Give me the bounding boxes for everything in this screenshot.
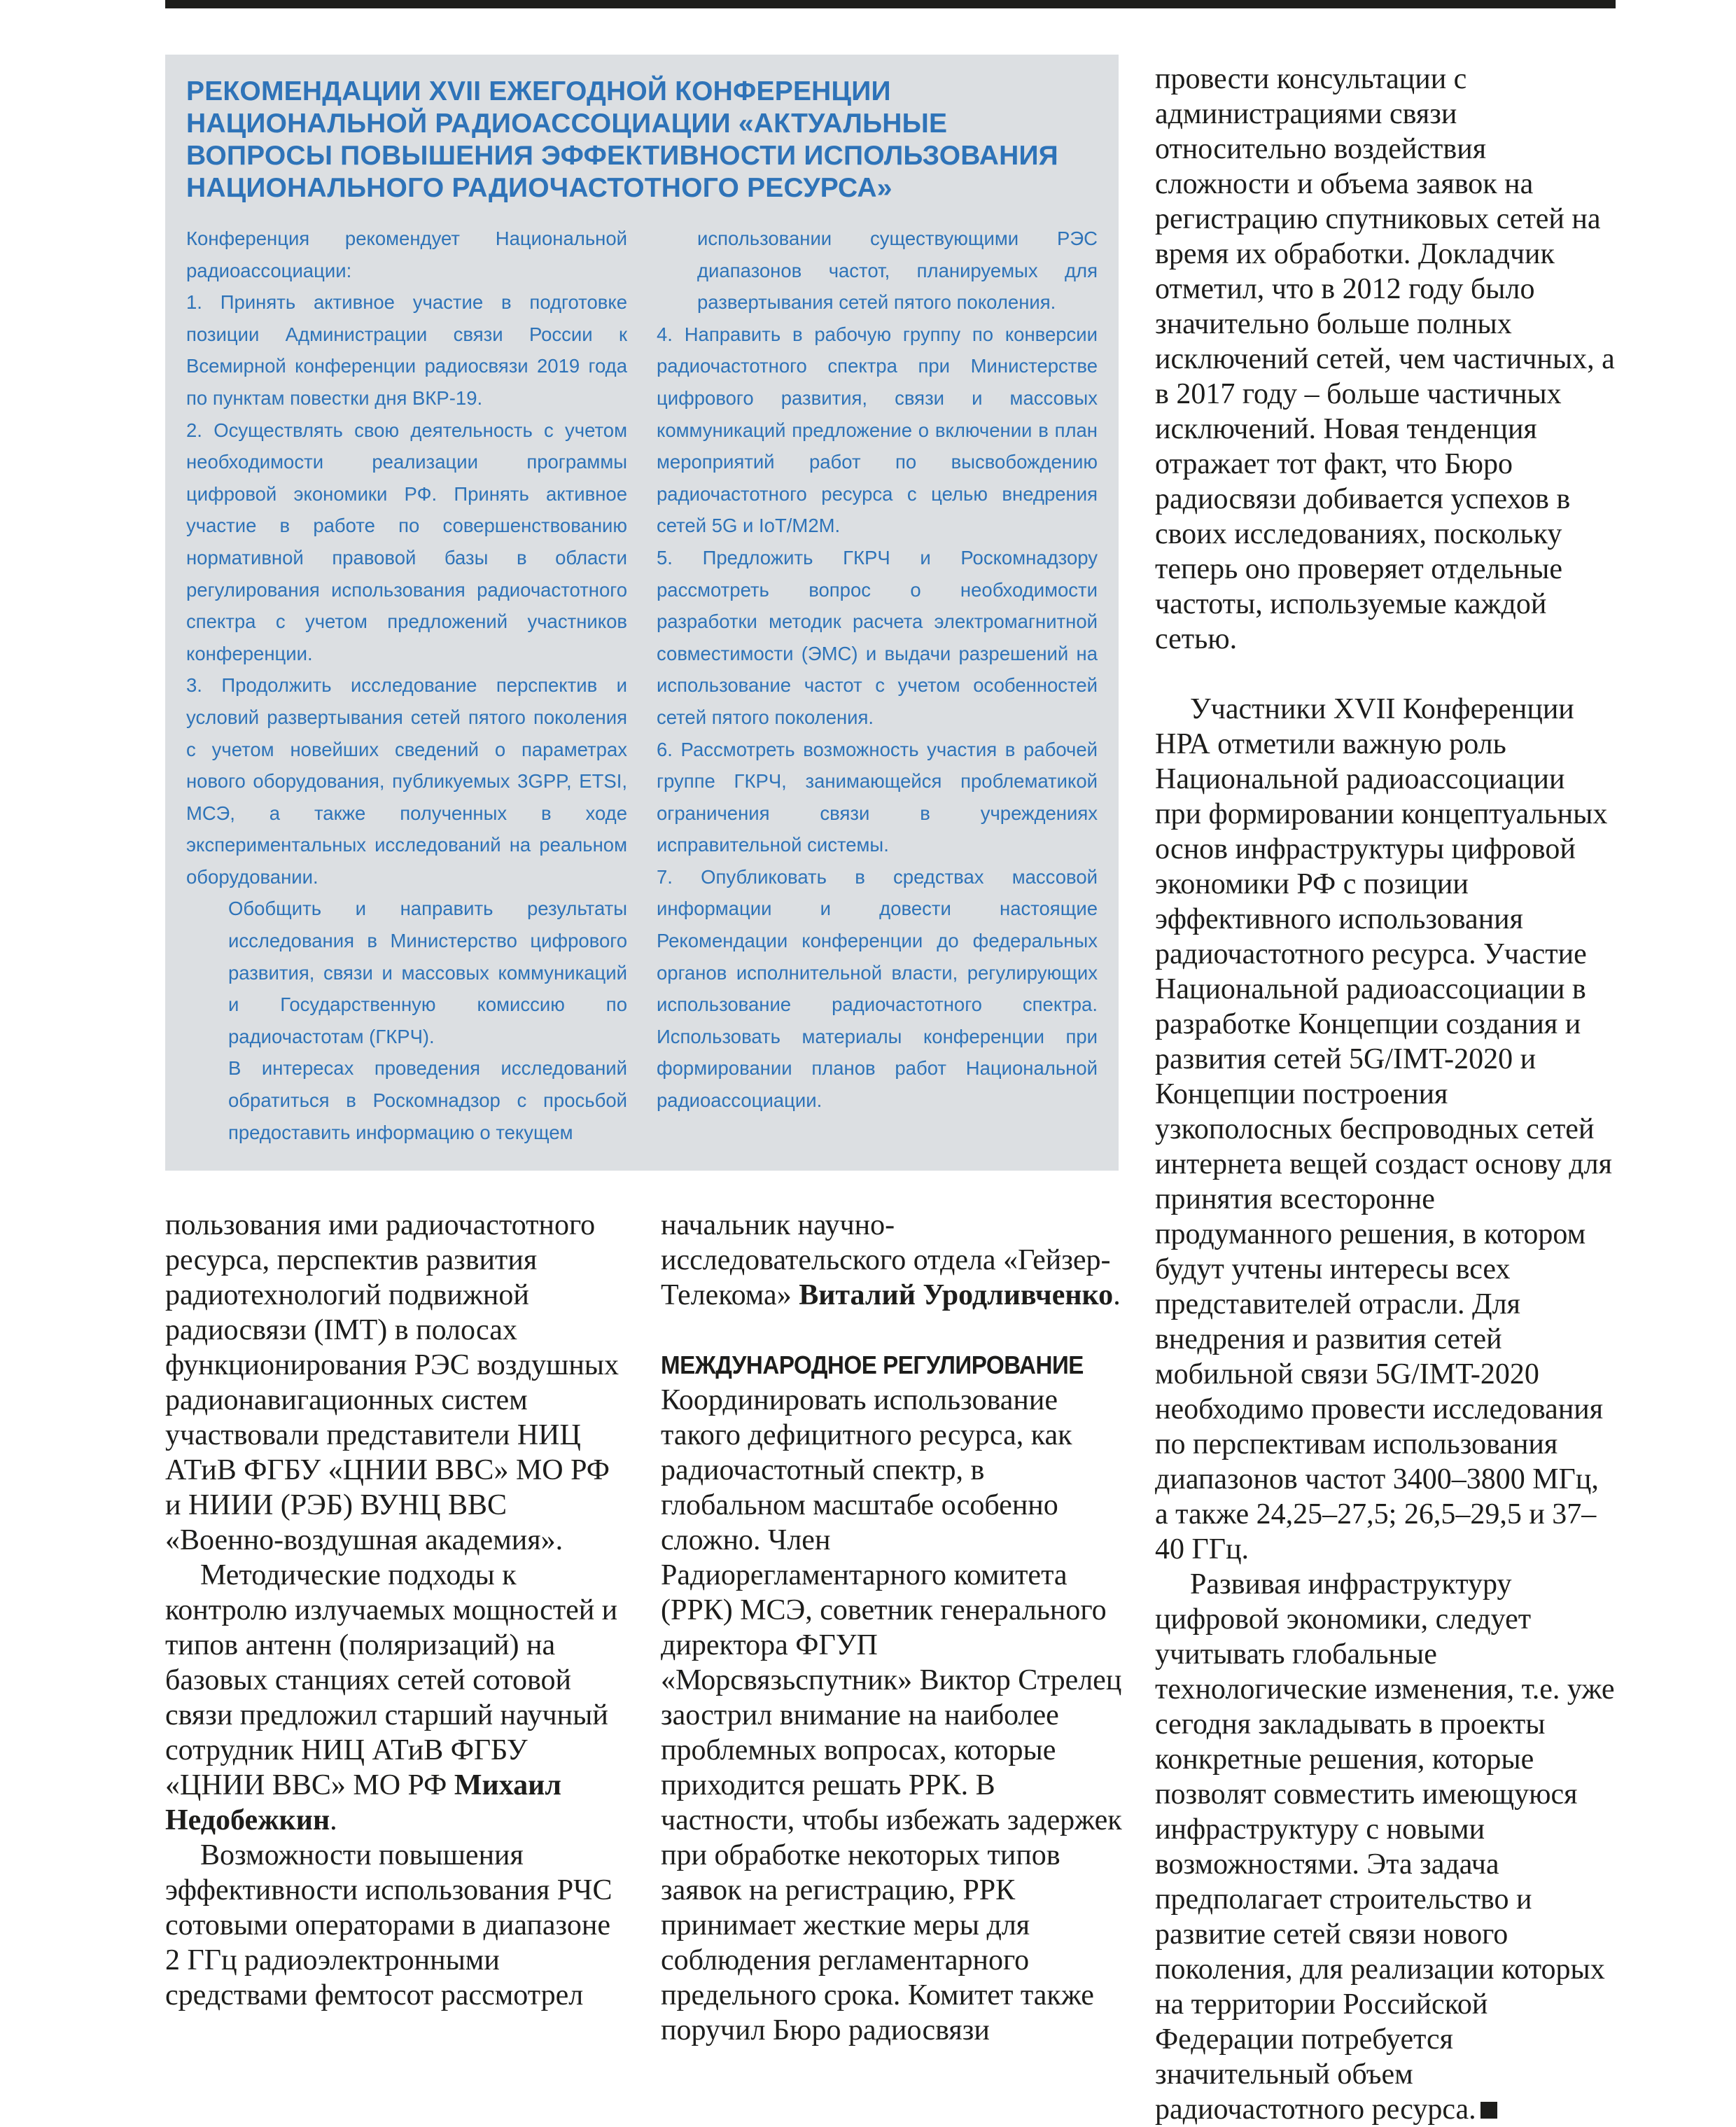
col1-paragraph-2-end: . [330,1804,337,1836]
top-rule [165,0,1616,8]
body-column-1 [165,1208,627,2048]
recommendations-column-right [657,223,1098,1161]
col3-paragraph-3 [1155,1567,1617,2127]
body-column-3 [1155,62,1617,2126]
speaker-name-nedobezhkin: Михаил Недобежкин [165,1769,561,1836]
recommendation-item-1: 1. Принять активное участие в подготовке позиции Администрации связи России к Всемирной конференции радиосвязи 2019 года по пунктам повестки дня ВКР-19. [186,291,627,409]
speaker-name-urodlivchenko: Виталий Уродливченко [799,1279,1114,1311]
recommendation-item-3-sub-1: Обобщить и направить результаты исследования в Министерство цифрового развития, связи и массовых коммуникаций и Государственную комиссию по радиочастотам (ГКРЧ). [228,898,627,1047]
recommendation-item-3: 3. Продолжить исследование перспектив и условий развертывания сетей пятого поколения с учетом новейших сведений о параметрах нового оборудования, публикуемых 3GPP, ETSI, МСЭ, а также полученных в ходе экспериментальных исследований на реальном оборудовании. [186,674,627,888]
col1-paragraph-2 [165,1558,627,1838]
col1-paragraph-2-text: Методические подходы к контролю излучаемых мощностей и типов антенн (поляризаций) на базовых станциях сетей сотовой связи предложил старший научный сотрудник НИЦ АТиВ ФГБУ «ЦНИИ ВВС» МО РФ [165,1559,618,1801]
spacer [1155,657,1617,692]
recommendation-item-6: 6. Рассмотреть возможность участия в рабочей группе ГКРЧ, занимающейся проблематикой ограничения связи в учреждениях исправительной системы. [657,738,1098,856]
recommendations-intro: Конференция рекомендует Национальной радиоассоциации: [186,228,627,281]
recommendations-column-left [186,223,627,1161]
col2-paragraph-1-end: . [1113,1279,1121,1311]
col3-paragraph-1: провести консультации с администрациями связи относительно воздействия сложности и объема заявок на регистрацию спутниковых сетей на время их обработки. Докладчик отметил, что в 2012 году было значительно больше полных исключений сетей, чем частичных, а в 2017 году – больше частичных исключений. Новая тенденция отражает тот факт, что Бюро радиосвязи добивается успехов в своих исследованиях, поскольку теперь оно проверяет отдельные частоты, используемые каждой сетью. [1155,63,1615,655]
section-heading-international-regulation: МЕЖДУНАРОДНОЕ РЕГУЛИРОВАНИЕ [661,1351,1084,1379]
end-of-article-mark [1480,2102,1497,2119]
recommendation-item-3-sub-2: В интересах проведения исследований обратиться в Роскомнадзор с просьбой предоставить информацию о текущем [228,1057,627,1143]
body-column-2 [661,1208,1123,2048]
recommendations-title: РЕКОМЕНДАЦИИ XVII ЕЖЕГОДНОЙ КОНФЕРЕНЦИИ НАЦИОНАЛЬНОЙ РАДИОАССОЦИАЦИИ «АКТУАЛЬНЫЕ ВОПРОСЫ ПОВЫШЕНИЯ ЭФФЕКТИВНОСТИ ИСПОЛЬЗОВАНИЯ НАЦИОНАЛЬНОГО РАДИОЧАСТОТНОГО РЕСУРСА» [186,76,1058,203]
col1-paragraph-1: пользования ими радиочастотного ресурса, перспектив развития радиотехнологий подвижной радиосвязи (IMT) в полосах функционирования РЭС воздушных радионавигационных систем участвовали представители НИЦ АТиВ ФГБУ «ЦНИИ ВВС» МО РФ и НИИИ (РЭБ) ВУНЦ ВВС «Военно-воздушная академия». [165,1209,620,1556]
recommendation-item-3-continued: использовании существующими РЭС диапазонов частот, планируемых для развертывания сетей пятого поколения. [697,228,1098,314]
col3-paragraph-3-text: Развивая инфраструктуру цифровой экономики, следует учитывать глобальные технологические изменения, т.е. уже сегодня закладывать в проекты конкретные решения, которые позволят совместить имеющуюся инфраструктуру с новыми возможностями. Эта задача предполагает строительство и развитие сетей связи нового поколения, для реализации которых на территории Российской Федерации потребуется значительный объем радиочастотного ресурса. [1155,1568,1615,2126]
spacer [661,1313,1123,1348]
col2-paragraph-1-text: начальник научно-исследовательского отдела «Гейзер-Телекома» [661,1209,1111,1311]
recommendations-box [165,55,1119,1171]
col1-paragraph-3: Возможности повышения эффективности использования РЧС сотовыми операторами в диапазоне 2 ГГц радиоэлектронными средствами фемтосот рассмотрел [165,1839,612,2011]
recommendation-item-4: 4. Направить в рабочую группу по конверсии радиочастотного спектра при Министерстве цифрового развития, связи и массовых коммуникаций предложение о включении в план мероприятий работ по высвобождению радиочастотного ресурса с целью внедрения сетей 5G и IoT/M2M. [657,323,1098,537]
recommendation-item-7: 7. Опубликовать в средствах массовой информации и довести настоящие Рекомендации конференции до федеральных органов исполнительной власти, регулирующих использование радиочастотного спектра. Использовать материалы конференции при формировании планов работ Национальной радиоассоциации. [657,865,1098,1112]
recommendation-item-2: 2. Осуществлять свою деятельность с учетом необходимости реализации программы цифровой экономики РФ. Принять активное участие в работе по совершенствованию нормативной правовой базы в области регулирования использования радиочастотного спектра с учетом предложений участников конференции. [186,419,627,664]
col2-paragraph-2: Координировать использование такого дефицитного ресурса, как радиочастотный спектр, в глобальном масштабе особенно сложно. Член Радиорегламентарного комитета (РРК) МСЭ, советник генерального директора ФГУП «Морсвязьспутник» Виктор Стрелец заострил внимание на наиболее проблемных вопросах, которые приходится решать РРК. В частности, чтобы избежать задержек при обработке некоторых типов заявок на регистрацию, РРК принимает жесткие меры для соблюдения регламентарного предельного срока. Комитет также поручил Бюро радиосвязи [661,1384,1122,2046]
col2-paragraph-1 [661,1208,1123,1313]
col3-paragraph-2: Участники XVII Конференции НРА отметили важную роль Национальной радиоассоциации при формировании концептуальных основ инфраструктуры цифровой экономики РФ с позиции эффективного использования радиочастотного ресурса. Участие Национальной радиоассоциации в разработке Концепции создания и развития сетей 5G/IMT-2020 и Концепции построения узкополосных беспроводных сетей интернета вещей создаст основу для принятия всесторонне продуманного решения, в котором будут учтены интересы всех представителей отрасли. Для внедрения и развития сетей мобильной связи 5G/IMT-2020 необходимо провести исследования по перспективам использования диапазонов частот 3400–3800 МГц, а также 24,25–27,5; 26,5–29,5 и 37–40 ГГц. [1155,693,1612,1565]
recommendation-item-5: 5. Предложить ГКРЧ и Роскомнадзору рассмотреть вопрос о необходимости разработки методик расчета электромагнитной совместимости (ЭМС) и выдачи разрешений на использование частот с учетом особенностей сетей пятого поколения. [657,546,1098,728]
